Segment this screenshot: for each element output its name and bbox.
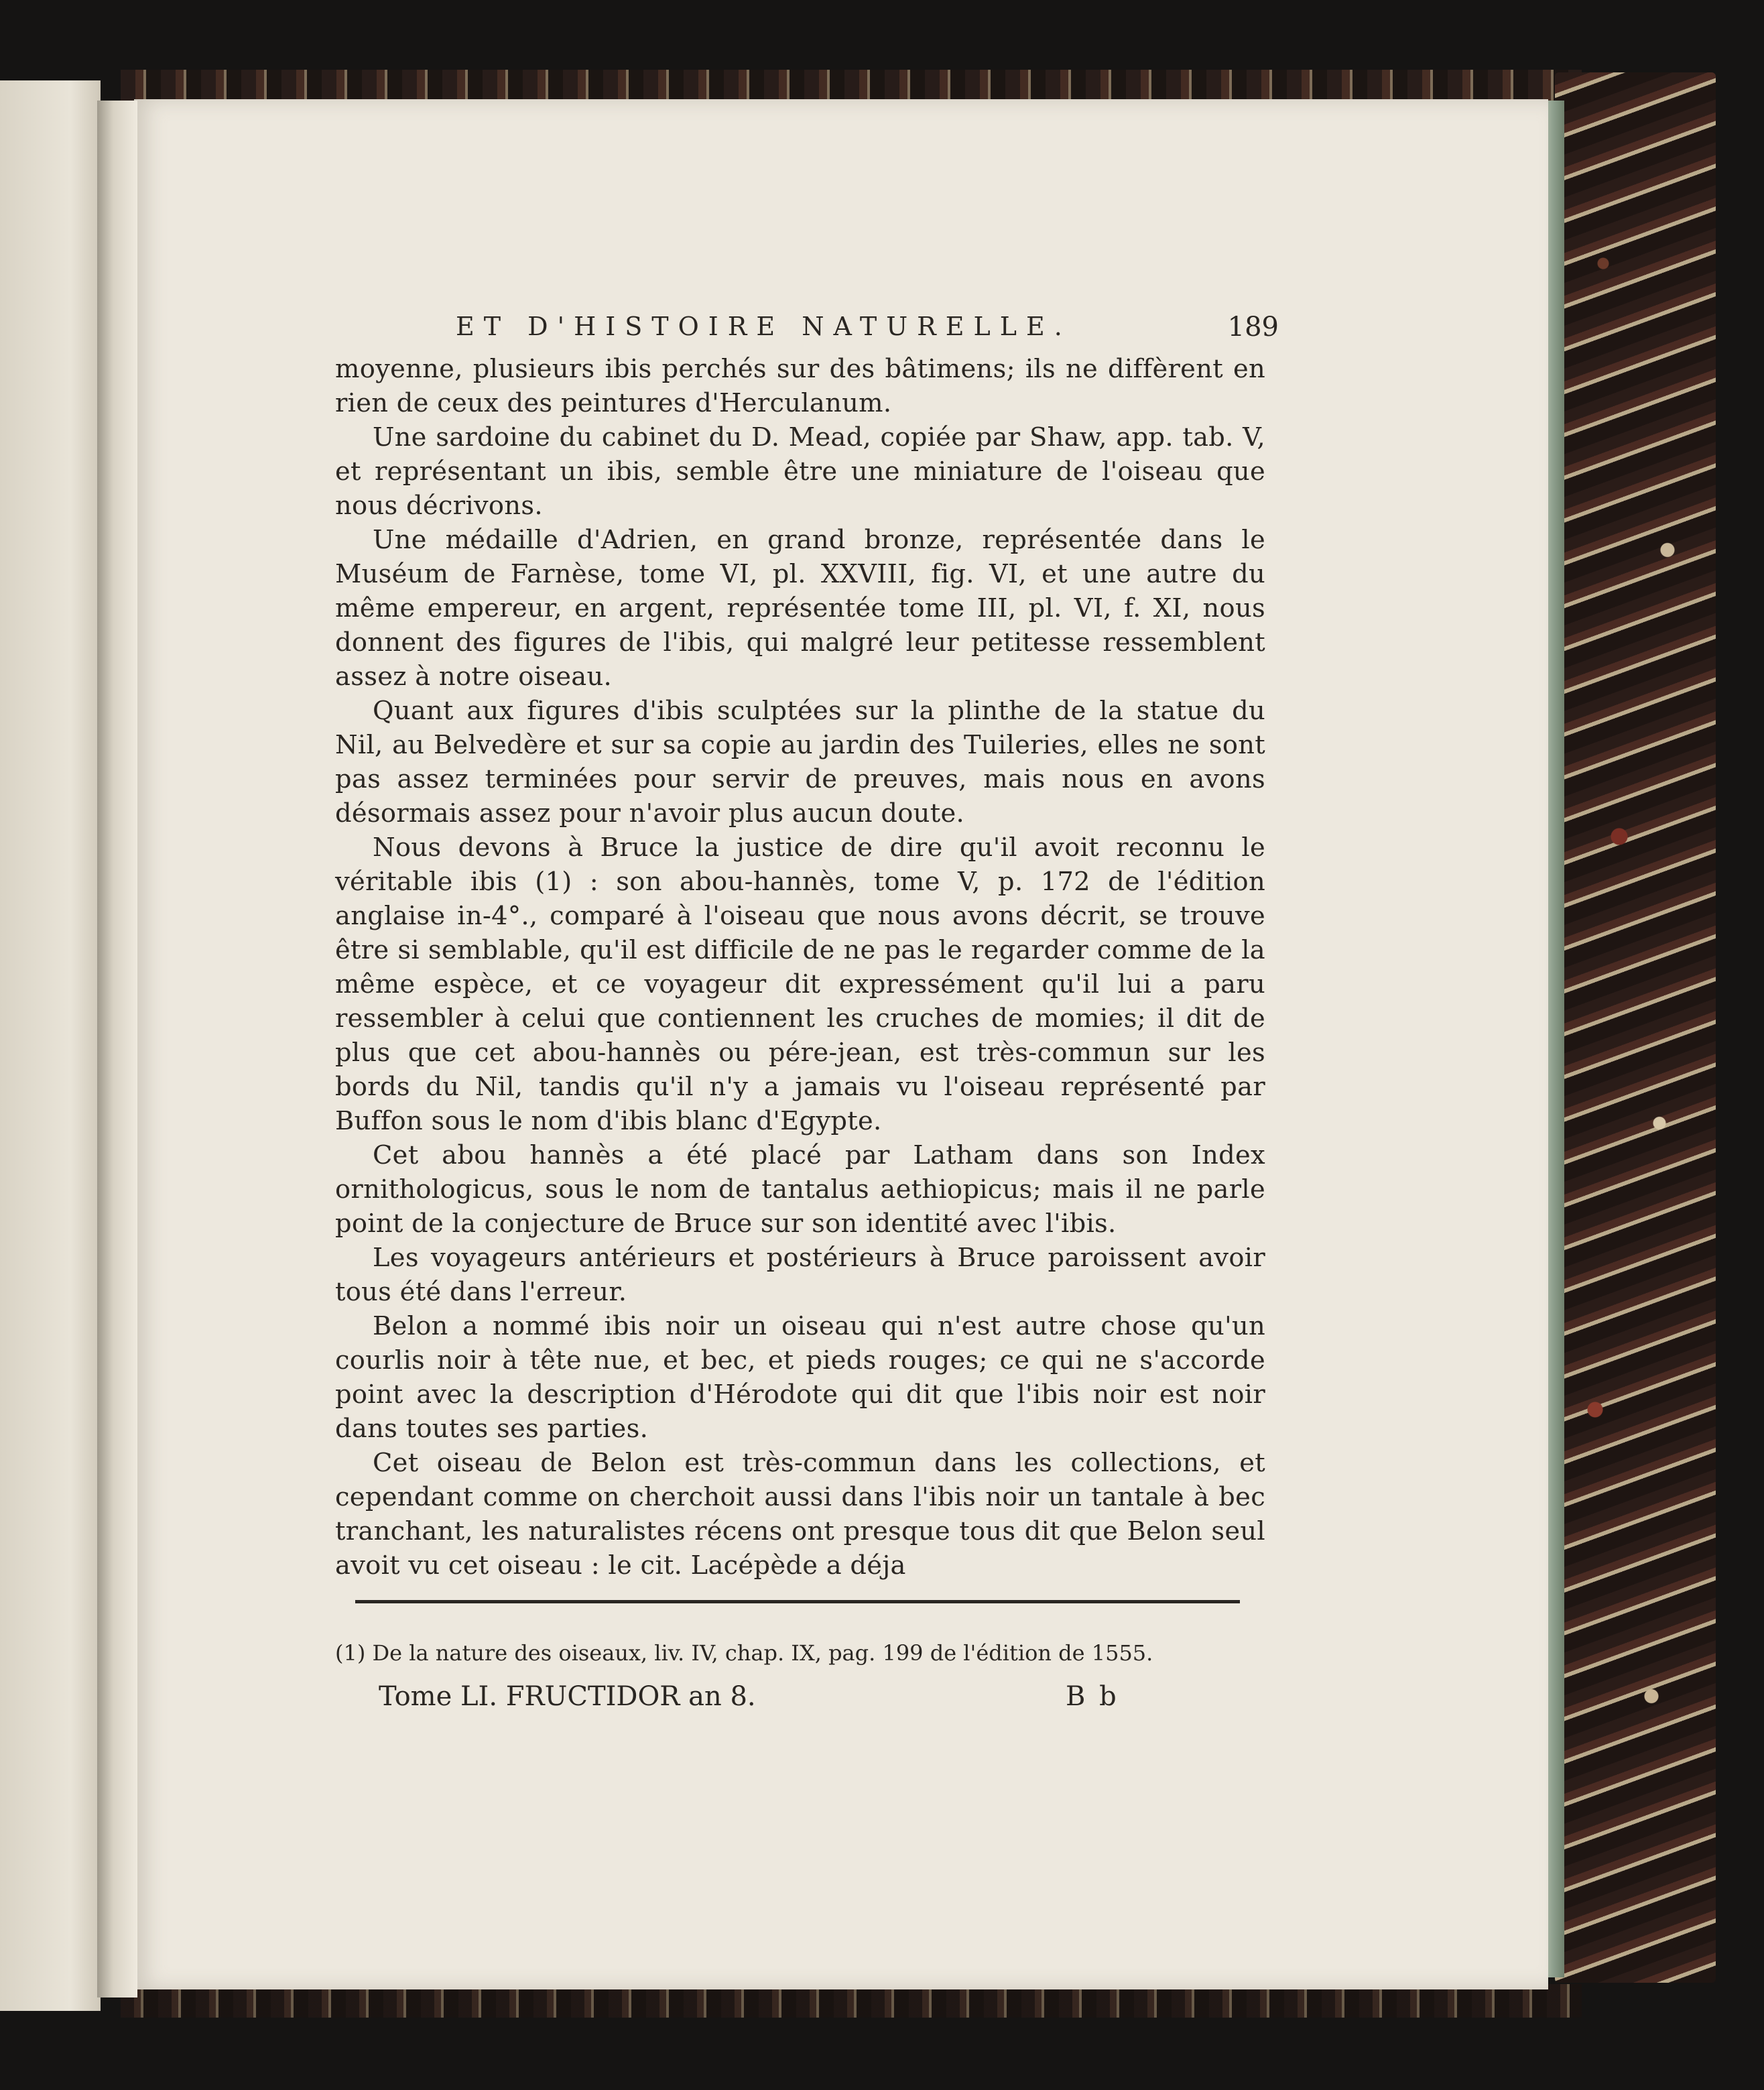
page-number: 189	[1227, 312, 1279, 343]
footnote-rule	[355, 1600, 1240, 1603]
paragraph: Nous devons à Bruce la justice de dire qu'il avoit reconnu le véritable ibis (1) : son abou-hannès, tome V, p. 172 de l'édition anglaise in-4°., comparé à l'oiseau que nous avons décrit, se trouve être si semblable, qu'il est difficile de ne pas le regarder comme de la même espèce, et ce voyageur dit expressément qu'il lui a paru ressembler à celui que contiennent les cruches de momies; il dit de plus que cet abou-hannès ou pére-jean, est très-commun sur les bords du Nil, tandis qu'il n'y a jamais vu l'oiseau représenté par Buffon sous le nom d'ibis blanc d'Egypte.	[335, 833, 1265, 1136]
running-title: ET D'HISTOIRE NATURELLE.	[456, 312, 1072, 341]
marbled-cover-edge	[1555, 72, 1716, 1983]
paragraph: Les voyageurs antérieurs et postérieurs à Bruce paroissent avoir tous été dans l'erreur.	[335, 1243, 1265, 1307]
tome-imprint: Tome LI. FRUCTIDOR an 8.	[379, 1681, 756, 1712]
paragraph: Une sardoine du cabinet du D. Mead, copiée par Shaw, app. tab. V, et représentant un ibis, semble être une miniature de l'oiseau que nous décrivons.	[335, 422, 1265, 521]
footnote: (1) De la nature des oiseaux, liv. IV, chap. IX, pag. 199 de l'édition de 1555.	[335, 1640, 1153, 1666]
facing-page	[0, 80, 101, 2011]
running-header	[335, 305, 1279, 352]
paragraph: Une médaille d'Adrien, en grand bronze, représentée dans le Muséum de Farnèse, tome VI, pl. XXVIII, fig. VI, et une autre du même empereur, en argent, représentée tome III, pl. VI, f. XI, nous donnent des figures de l'ibis, qui malgré leur petitesse ressemblent assez à notre oiseau.	[335, 525, 1265, 692]
paragraph: Quant aux figures d'ibis sculptées sur la plinthe de la statue du Nil, au Belvedère et sur sa copie au jardin des Tuileries, elles ne sont pas assez terminées pour servir de preuves, mais nous en avons désormais assez pour n'avoir plus aucun doute.	[335, 696, 1265, 828]
paragraph: Cet abou hannès a été placé par Latham dans son Index ornithologicus, sous le nom de tantalus aethiopicus; mais il ne parle point de la conjecture de Bruce sur son identité avec l'ibis.	[335, 1140, 1265, 1239]
paragraph: Belon a nommé ibis noir un oiseau qui n'est autre chose qu'un courlis noir à tête nue, et bec, et pieds rouges; ce qui ne s'accorde point avec la description d'Hérodote qui dit que l'ibis noir est noir dans toutes ses parties.	[335, 1311, 1265, 1444]
book-gutter	[97, 101, 137, 1997]
paragraph: Cet oiseau de Belon est très-commun dans les collections, et cependant comme on cherchoit aussi dans l'ibis noir un tantale à bec tranchant, les naturalistes récens ont presque tous dit que Belon seul avoit vu cet oiseau : le cit. Lacépède a déja	[335, 1448, 1265, 1581]
page-text-block	[335, 305, 1279, 1721]
paragraph: moyenne, plusieurs ibis perchés sur des bâtimens; ils ne diffèrent en rien de ceux des peintures d'Herculanum.	[335, 354, 1265, 418]
signature-line	[335, 1681, 1265, 1721]
body-text	[335, 352, 1265, 1583]
printer-signature: B b	[1066, 1681, 1119, 1712]
